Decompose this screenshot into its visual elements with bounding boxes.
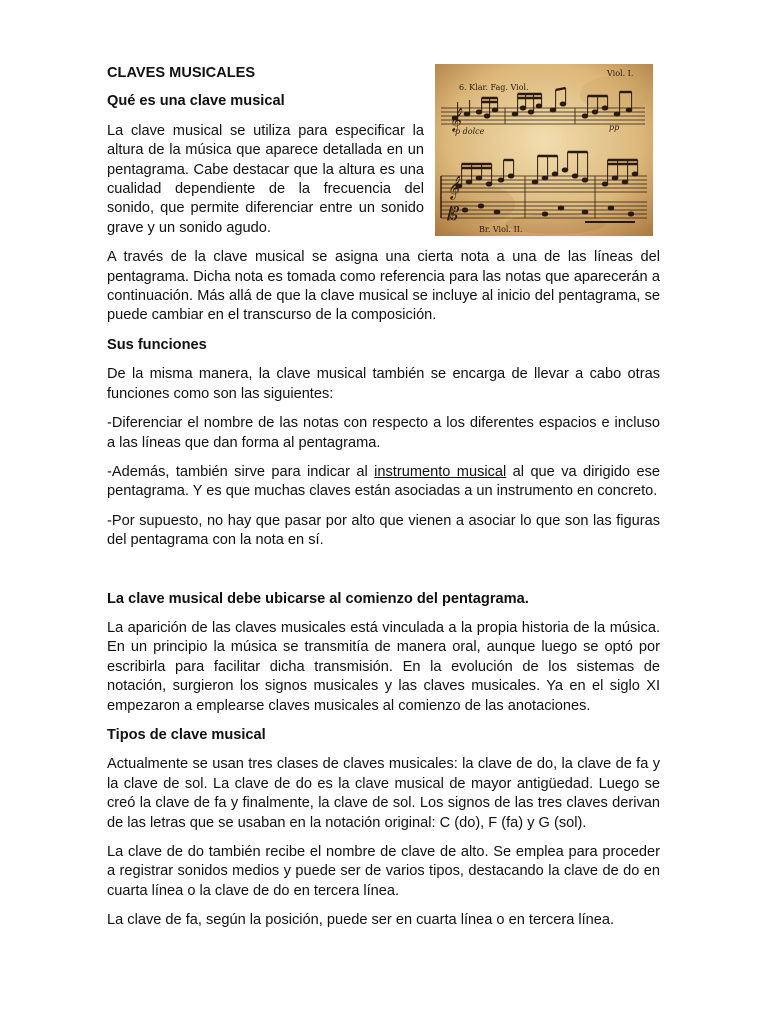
figure-label-dynamic-2: pp <box>609 123 620 132</box>
heading-types: Tipos de clave musical <box>107 726 266 743</box>
figure-label-dynamic-1: p dolce <box>455 127 485 136</box>
paragraph-functions-2: -Diferenciar el nombre de las notas con respecto a los diferentes espacios e incluso a las líneas que dan forma al pentagrama. <box>107 415 660 451</box>
spacer <box>107 561 660 590</box>
document-title: CLAVES MUSICALES <box>107 65 256 81</box>
svg-text:𝄞: 𝄞 <box>447 175 459 199</box>
instrumento-musical-link[interactable]: instrumento musical <box>374 463 507 480</box>
paragraph-functions-3-before: -Además, también sirve para indicar al <box>107 463 375 480</box>
paragraph-what-is-2: A través de la clave musical se asigna una cierta nota a una de las líneas del pentagrama. Dicha nota es tomada como referencia para las notas que aparecerán a continuación. Más allá de que la clave musical se incluye al inicio del pentagrama, se puede cambiar en el transcurso de la composición. <box>107 249 660 324</box>
figure-label-bottom: Br. Viol. II. <box>479 225 523 234</box>
paragraph-functions-4: -Por supuesto, no hay que pasar por alto que vienen a asociar lo que son las figuras del pentagrama con la nota en sí. <box>107 512 660 549</box>
document-page <box>107 62 660 941</box>
paragraph-placement-1: La aparición de las claves musicales está vinculada a la propia historia de la música. En un principio la música se transmitía de manera oral, aunque luego se optó por escribirla para facilitar dicha transmisión. En la evolución de los sistemas de notación, surgieron los signos musicales y las claves musicales. Ya en el siglo XI empezaron a emplearse claves musicales al comienzo de las anotaciones. <box>107 619 660 714</box>
figure-label-top-right: Viol. I. <box>607 69 634 78</box>
heading-functions: Sus funciones <box>107 336 207 353</box>
paragraph-functions-1: De la misma manera, la clave musical también se encarga de llevar a cabo otras funciones como son las siguientes: <box>107 366 660 402</box>
paragraph-types-2: La clave de do también recibe el nombre de clave de alto. Se emplea para proceder a registrar sonidos medios y puede ser de varios tipos, destacando la clave de do en cuarta línea o la clave de do en tercera línea. <box>107 844 660 899</box>
svg-text:𝄡: 𝄡 <box>447 204 458 225</box>
paragraph-what-is-1: La clave musical se utiliza para especificar la altura de la música que aparece detallada en un pentagrama. Cabe destacar que la altura es una cualidad dependiente de la frecuencia del sonido, que permite diferenciar entre un sonido grave y un sonido agudo. <box>107 122 424 236</box>
paragraph-functions-3 <box>107 463 660 502</box>
paragraph-types-3: La clave de fa, según la posición, puede ser en cuarta línea o en tercera línea. <box>107 912 615 929</box>
figure-label-top-left: 6. Klar. Fag. Viol. <box>459 83 529 92</box>
paragraph-functions-3-after: al que va dirigido ese pentagrama. Y es que muchas claves están asociadas a un instrumento en concreto. <box>107 463 660 500</box>
sheet-music-image <box>435 64 653 236</box>
svg-text:𝄞: 𝄞 <box>449 107 461 131</box>
heading-what-is: Qué es una clave musical <box>107 93 285 110</box>
heading-placement: La clave musical debe ubicarse al comienzo del pentagrama. <box>107 590 529 607</box>
paragraph-types-1: Actualmente se usan tres clases de claves musicales: la clave de do, la clave de fa y la clave de sol. La clave de do es la clave musical de mayor antigüedad. Luego se creó la clave de fa y finalmente, la clave de sol. Los signos de las tres claves derivan de las letras que se usaban en la notación original: C (do), F (fa) y G (sol). <box>107 756 660 831</box>
